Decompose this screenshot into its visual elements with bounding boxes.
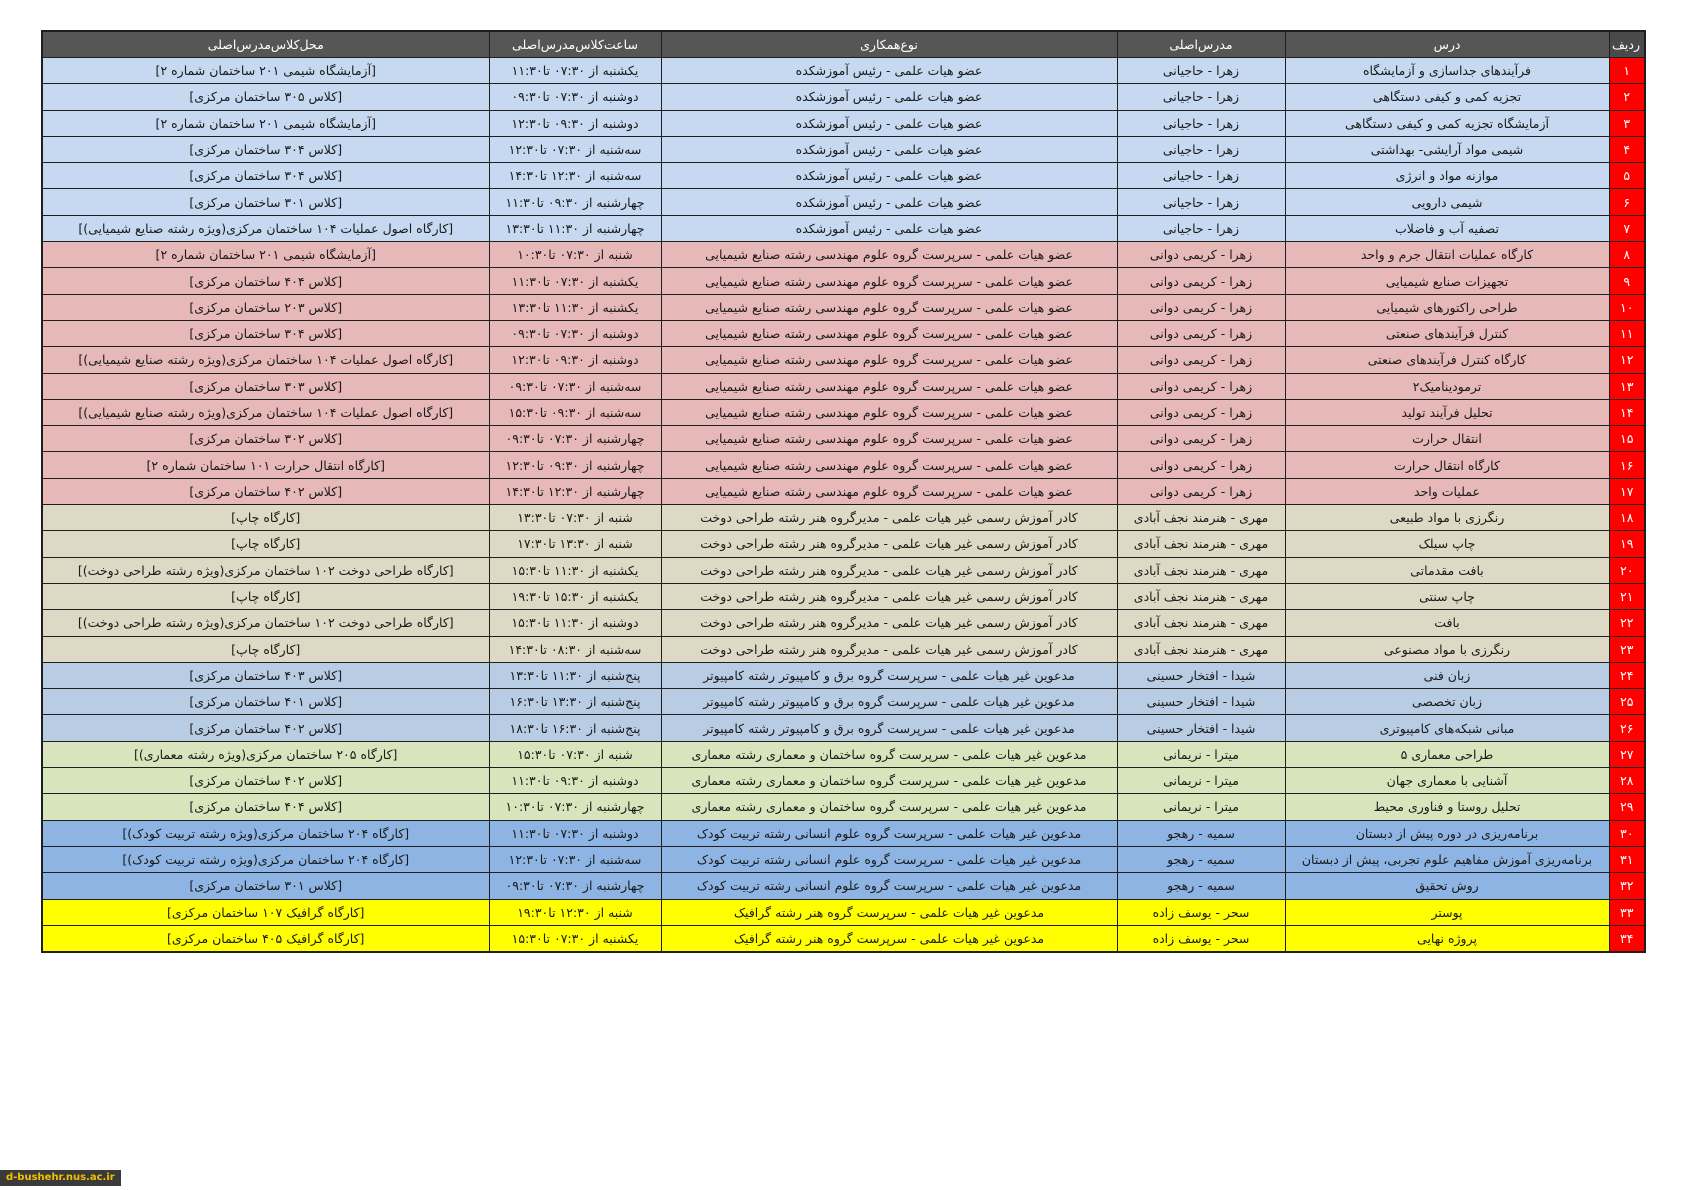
cell-time: سه‌شنبه از ۰۷:۳۰ تا۰۹:۳۰ xyxy=(489,373,661,399)
cell-cooperation: عضو هیات علمی - سرپرست گروه علوم مهندسی رشته صنایع شیمیایی xyxy=(661,399,1117,425)
cell-time: چهارشنبه از ۱۲:۳۰ تا۱۴:۳۰ xyxy=(489,478,661,504)
table-row xyxy=(42,215,1645,241)
table-row xyxy=(42,320,1645,346)
table-row xyxy=(42,505,1645,531)
cell-row-number: ۱۷ xyxy=(1609,478,1645,504)
cell-cooperation: عضو هیات علمی - سرپرست گروه علوم مهندسی رشته صنایع شیمیایی xyxy=(661,426,1117,452)
cell-course: بافت xyxy=(1285,610,1609,636)
cell-time: پنج‌شنبه از ۱۶:۳۰ تا۱۸:۳۰ xyxy=(489,715,661,741)
cell-row-number: ۲۲ xyxy=(1609,610,1645,636)
cell-location: [کلاس ۴۰۴ ساختمان مرکزی] xyxy=(42,794,489,820)
schedule-table xyxy=(41,30,1646,953)
cell-time: یکشنبه از ۱۱:۳۰ تا۱۵:۳۰ xyxy=(489,557,661,583)
cell-course: پوستر xyxy=(1285,899,1609,925)
cell-course: انتقال حرارت xyxy=(1285,426,1609,452)
cell-course: موازنه مواد و انرژی xyxy=(1285,163,1609,189)
cell-time: دوشنبه از ۰۹:۳۰ تا۱۲:۳۰ xyxy=(489,347,661,373)
cell-location: [کارگاه انتقال حرارت ۱۰۱ ساختمان شماره ۲] xyxy=(42,452,489,478)
cell-cooperation: عضو هیات علمی - رئیس آموزشکده xyxy=(661,58,1117,84)
cell-location: [کارگاه گرافیک ۱۰۷ ساختمان مرکزی] xyxy=(42,899,489,925)
cell-course: کارگاه عملیات انتقال جرم و واحد xyxy=(1285,242,1609,268)
cell-cooperation: عضو هیات علمی - رئیس آموزشکده xyxy=(661,84,1117,110)
cell-course: چاپ سنتی xyxy=(1285,583,1609,609)
cell-time: دوشنبه از ۰۷:۳۰ تا۱۱:۳۰ xyxy=(489,820,661,846)
cell-row-number: ۳۳ xyxy=(1609,899,1645,925)
cell-time: سه‌شنبه از ۰۹:۳۰ تا۱۵:۳۰ xyxy=(489,399,661,425)
cell-cooperation: عضو هیات علمی - سرپرست گروه علوم مهندسی رشته صنایع شیمیایی xyxy=(661,452,1117,478)
table-row xyxy=(42,610,1645,636)
cell-course: عملیات واحد xyxy=(1285,478,1609,504)
cell-course: رنگرزی با مواد طبیعی xyxy=(1285,505,1609,531)
cell-time: دوشنبه از ۰۹:۳۰ تا۱۱:۳۰ xyxy=(489,768,661,794)
cell-time: یکشنبه از ۰۷:۳۰ تا۱۱:۳۰ xyxy=(489,268,661,294)
cell-time: یکشنبه از ۰۷:۳۰ تا۱۱:۳۰ xyxy=(489,58,661,84)
cell-row-number: ۲۷ xyxy=(1609,741,1645,767)
cell-location: [کلاس ۳۰۳ ساختمان مرکزی] xyxy=(42,373,489,399)
cell-location: [کلاس ۳۰۲ ساختمان مرکزی] xyxy=(42,426,489,452)
cell-location: [کلاس ۴۰۴ ساختمان مرکزی] xyxy=(42,268,489,294)
table-row xyxy=(42,58,1645,84)
cell-instructor: سمیه - رهجو xyxy=(1117,873,1285,899)
cell-course: تجزیه کمی و کیفی دستگاهی xyxy=(1285,84,1609,110)
cell-cooperation: کادر آموزش رسمی غیر هیات علمی - مدیرگروه هنر رشته طراحی دوخت xyxy=(661,610,1117,636)
cell-time: شنبه از ۱۳:۳۰ تا۱۷:۳۰ xyxy=(489,531,661,557)
table-row xyxy=(42,741,1645,767)
header-location: محل‌کلاس‌مدرس‌اصلی xyxy=(42,31,489,58)
cell-row-number: ۱۶ xyxy=(1609,452,1645,478)
cell-time: یکشنبه از ۰۷:۳۰ تا۱۵:۳۰ xyxy=(489,925,661,952)
header-cooperation: نوع‌همکاری xyxy=(661,31,1117,58)
schedule-rows xyxy=(42,58,1645,953)
cell-course: ترمودینامیک۲ xyxy=(1285,373,1609,399)
cell-cooperation: مدعوین غیر هیات علمی - سرپرست گروه هنر رشته گرافیک xyxy=(661,925,1117,952)
header-row-number: ردیف xyxy=(1609,31,1645,58)
cell-time: شنبه از ۰۷:۳۰ تا۱۳:۳۰ xyxy=(489,505,661,531)
cell-instructor: شیدا - افتخار حسینی xyxy=(1117,662,1285,688)
cell-instructor: مهری - هنرمند نجف آبادی xyxy=(1117,505,1285,531)
cell-course: زبان فنی xyxy=(1285,662,1609,688)
cell-row-number: ۱۲ xyxy=(1609,347,1645,373)
cell-cooperation: عضو هیات علمی - سرپرست گروه علوم مهندسی رشته صنایع شیمیایی xyxy=(661,294,1117,320)
cell-time: چهارشنبه از ۰۹:۳۰ تا۱۲:۳۰ xyxy=(489,452,661,478)
cell-location: [کارگاه چاپ] xyxy=(42,505,489,531)
cell-time: دوشنبه از ۰۹:۳۰ تا۱۲:۳۰ xyxy=(489,110,661,136)
cell-time: سه‌شنبه از ۰۸:۳۰ تا۱۴:۳۰ xyxy=(489,636,661,662)
cell-cooperation: مدعوین غیر هیات علمی - سرپرست گروه علوم انسانی رشته تربیت کودک xyxy=(661,846,1117,872)
cell-cooperation: عضو هیات علمی - رئیس آموزشکده xyxy=(661,163,1117,189)
table-row xyxy=(42,636,1645,662)
cell-course: پروژه نهایی xyxy=(1285,925,1609,952)
cell-cooperation: عضو هیات علمی - سرپرست گروه علوم مهندسی رشته صنایع شیمیایی xyxy=(661,242,1117,268)
cell-row-number: ۱۸ xyxy=(1609,505,1645,531)
cell-time: چهارشنبه از ۰۷:۳۰ تا۰۹:۳۰ xyxy=(489,426,661,452)
table-row xyxy=(42,373,1645,399)
cell-row-number: ۷ xyxy=(1609,215,1645,241)
cell-course: شیمی دارویی xyxy=(1285,189,1609,215)
table-row xyxy=(42,294,1645,320)
cell-location: [کلاس ۳۰۱ ساختمان مرکزی] xyxy=(42,189,489,215)
cell-location: [کارگاه طراحی دوخت ۱۰۲ ساختمان مرکزی(ویژه رشته طراحی دوخت)] xyxy=(42,557,489,583)
cell-instructor: میترا - نریمانی xyxy=(1117,768,1285,794)
cell-cooperation: مدعوین غیر هیات علمی - سرپرست گروه هنر رشته گرافیک xyxy=(661,899,1117,925)
cell-location: [آزمایشگاه شیمی ۲۰۱ ساختمان شماره ۲] xyxy=(42,58,489,84)
cell-time: چهارشنبه از ۰۷:۳۰ تا۰۹:۳۰ xyxy=(489,873,661,899)
cell-row-number: ۳۱ xyxy=(1609,846,1645,872)
cell-row-number: ۱۳ xyxy=(1609,373,1645,399)
cell-instructor: مهری - هنرمند نجف آبادی xyxy=(1117,583,1285,609)
cell-time: سه‌شنبه از ۰۷:۳۰ تا۱۲:۳۰ xyxy=(489,846,661,872)
cell-location: [کلاس ۴۰۲ ساختمان مرکزی] xyxy=(42,768,489,794)
cell-cooperation: مدعوین غیر هیات علمی - سرپرست گروه ساختمان و معماری رشته معماری xyxy=(661,741,1117,767)
cell-course: شیمی مواد آرایشی- بهداشتی xyxy=(1285,136,1609,162)
header-time: ساعت‌کلاس‌مدرس‌اصلی xyxy=(489,31,661,58)
cell-course: تحلیل فرآیند تولید xyxy=(1285,399,1609,425)
header-course: درس xyxy=(1285,31,1609,58)
cell-time: چهارشنبه از ۰۷:۳۰ تا۱۰:۳۰ xyxy=(489,794,661,820)
cell-instructor: زهرا - کریمی دوانی xyxy=(1117,399,1285,425)
cell-row-number: ۱۹ xyxy=(1609,531,1645,557)
cell-row-number: ۲۶ xyxy=(1609,715,1645,741)
cell-instructor: زهرا - حاجیانی xyxy=(1117,84,1285,110)
table-row xyxy=(42,899,1645,925)
cell-instructor: زهرا - کریمی دوانی xyxy=(1117,478,1285,504)
cell-course: طراحی معماری ۵ xyxy=(1285,741,1609,767)
cell-location: [آزمایشگاه شیمی ۲۰۱ ساختمان شماره ۲] xyxy=(42,110,489,136)
cell-location: [کلاس ۳۰۴ ساختمان مرکزی] xyxy=(42,136,489,162)
cell-cooperation: عضو هیات علمی - رئیس آموزشکده xyxy=(661,189,1117,215)
cell-instructor: زهرا - حاجیانی xyxy=(1117,136,1285,162)
table-row xyxy=(42,426,1645,452)
cell-row-number: ۲ xyxy=(1609,84,1645,110)
table-row xyxy=(42,163,1645,189)
cell-time: دوشنبه از ۱۱:۳۰ تا۱۵:۳۰ xyxy=(489,610,661,636)
cell-row-number: ۱۰ xyxy=(1609,294,1645,320)
cell-instructor: زهرا - کریمی دوانی xyxy=(1117,242,1285,268)
table-row xyxy=(42,925,1645,952)
cell-location: [کلاس ۴۰۳ ساختمان مرکزی] xyxy=(42,662,489,688)
cell-row-number: ۳۲ xyxy=(1609,873,1645,899)
cell-instructor: زهرا - حاجیانی xyxy=(1117,215,1285,241)
cell-location: [کارگاه گرافیک ۴۰۵ ساختمان مرکزی] xyxy=(42,925,489,952)
cell-row-number: ۳۴ xyxy=(1609,925,1645,952)
cell-row-number: ۱۱ xyxy=(1609,320,1645,346)
table-row xyxy=(42,846,1645,872)
cell-cooperation: عضو هیات علمی - سرپرست گروه علوم مهندسی رشته صنایع شیمیایی xyxy=(661,373,1117,399)
cell-location: [کلاس ۲۰۳ ساختمان مرکزی] xyxy=(42,294,489,320)
cell-instructor: سمیه - رهجو xyxy=(1117,820,1285,846)
cell-instructor: سحر - یوسف زاده xyxy=(1117,925,1285,952)
cell-cooperation: کادر آموزش رسمی غیر هیات علمی - مدیرگروه هنر رشته طراحی دوخت xyxy=(661,636,1117,662)
cell-instructor: زهرا - کریمی دوانی xyxy=(1117,452,1285,478)
cell-location: [کلاس ۴۰۲ ساختمان مرکزی] xyxy=(42,478,489,504)
cell-row-number: ۱۵ xyxy=(1609,426,1645,452)
cell-row-number: ۲۰ xyxy=(1609,557,1645,583)
cell-cooperation: کادر آموزش رسمی غیر هیات علمی - مدیرگروه هنر رشته طراحی دوخت xyxy=(661,583,1117,609)
cell-time: سه‌شنبه از ۰۷:۳۰ تا۱۲:۳۰ xyxy=(489,136,661,162)
cell-cooperation: عضو هیات علمی - سرپرست گروه علوم مهندسی رشته صنایع شیمیایی xyxy=(661,478,1117,504)
cell-time: دوشنبه از ۰۷:۳۰ تا۰۹:۳۰ xyxy=(489,84,661,110)
cell-cooperation: مدعوین غیر هیات علمی - سرپرست گروه ساختمان و معماری رشته معماری xyxy=(661,794,1117,820)
cell-course: کارگاه انتقال حرارت xyxy=(1285,452,1609,478)
cell-instructor: سحر - یوسف زاده xyxy=(1117,899,1285,925)
cell-location: [کلاس ۳۰۵ ساختمان مرکزی] xyxy=(42,84,489,110)
cell-time: پنج‌شنبه از ۱۱:۳۰ تا۱۳:۳۰ xyxy=(489,662,661,688)
cell-course: طراحی راکتورهای شیمیایی xyxy=(1285,294,1609,320)
cell-location: [کارگاه چاپ] xyxy=(42,636,489,662)
cell-row-number: ۳ xyxy=(1609,110,1645,136)
table-row xyxy=(42,820,1645,846)
cell-time: چهارشنبه از ۱۱:۳۰ تا۱۳:۳۰ xyxy=(489,215,661,241)
cell-location: [کارگاه ۲۰۴ ساختمان مرکزی(ویژه رشته تربیت کودک)] xyxy=(42,820,489,846)
table-row xyxy=(42,452,1645,478)
cell-cooperation: کادر آموزش رسمی غیر هیات علمی - مدیرگروه هنر رشته طراحی دوخت xyxy=(661,505,1117,531)
table-row xyxy=(42,84,1645,110)
cell-location: [کارگاه طراحی دوخت ۱۰۲ ساختمان مرکزی(ویژه رشته طراحی دوخت)] xyxy=(42,610,489,636)
cell-course: تصفیه آب و فاضلاب xyxy=(1285,215,1609,241)
cell-row-number: ۵ xyxy=(1609,163,1645,189)
cell-time: یکشنبه از ۱۱:۳۰ تا۱۳:۳۰ xyxy=(489,294,661,320)
table-row xyxy=(42,189,1645,215)
cell-course: تجهیزات صنایع شیمیایی xyxy=(1285,268,1609,294)
cell-time: شنبه از ۱۲:۳۰ تا۱۹:۳۰ xyxy=(489,899,661,925)
cell-row-number: ۹ xyxy=(1609,268,1645,294)
cell-course: آشنایی با معماری جهان xyxy=(1285,768,1609,794)
table-row xyxy=(42,478,1645,504)
cell-location: [کلاس ۴۰۲ ساختمان مرکزی] xyxy=(42,715,489,741)
cell-instructor: زهرا - حاجیانی xyxy=(1117,110,1285,136)
cell-cooperation: عضو هیات علمی - سرپرست گروه علوم مهندسی رشته صنایع شیمیایی xyxy=(661,320,1117,346)
cell-course: برنامه‌ریزی آموزش مفاهیم علوم تجربی، پیش از دبستان xyxy=(1285,846,1609,872)
cell-row-number: ۸ xyxy=(1609,242,1645,268)
cell-location: [کلاس ۳۰۴ ساختمان مرکزی] xyxy=(42,163,489,189)
table-row xyxy=(42,794,1645,820)
cell-row-number: ۲۹ xyxy=(1609,794,1645,820)
cell-location: [کارگاه چاپ] xyxy=(42,583,489,609)
cell-instructor: زهرا - کریمی دوانی xyxy=(1117,347,1285,373)
cell-row-number: ۶ xyxy=(1609,189,1645,215)
cell-cooperation: کادر آموزش رسمی غیر هیات علمی - مدیرگروه هنر رشته طراحی دوخت xyxy=(661,531,1117,557)
cell-time: چهارشنبه از ۰۹:۳۰ تا۱۱:۳۰ xyxy=(489,189,661,215)
cell-cooperation: عضو هیات علمی - رئیس آموزشکده xyxy=(661,136,1117,162)
cell-instructor: زهرا - کریمی دوانی xyxy=(1117,320,1285,346)
cell-row-number: ۳۰ xyxy=(1609,820,1645,846)
cell-course: برنامه‌ریزی در دوره پیش از دبستان xyxy=(1285,820,1609,846)
cell-course: تحلیل روستا و فناوری محیط xyxy=(1285,794,1609,820)
cell-cooperation: مدعوین غیر هیات علمی - سرپرست گروه برق و کامپیوتر رشته کامپیوتر xyxy=(661,715,1117,741)
cell-cooperation: مدعوین غیر هیات علمی - سرپرست گروه برق و کامپیوتر رشته کامپیوتر xyxy=(661,689,1117,715)
header-instructor: مدرس‌اصلی xyxy=(1117,31,1285,58)
cell-location: [کارگاه ۲۰۵ ساختمان مرکزی(ویژه رشته معماری)] xyxy=(42,741,489,767)
cell-time: دوشنبه از ۰۷:۳۰ تا۰۹:۳۰ xyxy=(489,320,661,346)
cell-time: سه‌شنبه از ۱۲:۳۰ تا۱۴:۳۰ xyxy=(489,163,661,189)
table-row xyxy=(42,347,1645,373)
table-row xyxy=(42,873,1645,899)
table-row xyxy=(42,110,1645,136)
cell-course: فرآیندهای جداسازی و آزمایشگاه xyxy=(1285,58,1609,84)
table-row xyxy=(42,662,1645,688)
cell-instructor: زهرا - کریمی دوانی xyxy=(1117,426,1285,452)
cell-location: [کارگاه اصول عملیات ۱۰۴ ساختمان مرکزی(ویژه رشته صنایع شیمیایی)] xyxy=(42,399,489,425)
header-row xyxy=(42,31,1645,58)
cell-location: [آزمایشگاه شیمی ۲۰۱ ساختمان شماره ۲] xyxy=(42,242,489,268)
cell-row-number: ۱۴ xyxy=(1609,399,1645,425)
cell-instructor: مهری - هنرمند نجف آبادی xyxy=(1117,557,1285,583)
cell-location: [کارگاه ۲۰۴ ساختمان مرکزی(ویژه رشته تربیت کودک)] xyxy=(42,846,489,872)
cell-instructor: میترا - نریمانی xyxy=(1117,741,1285,767)
cell-row-number: ۲۸ xyxy=(1609,768,1645,794)
cell-row-number: ۲۱ xyxy=(1609,583,1645,609)
cell-instructor: مهری - هنرمند نجف آبادی xyxy=(1117,636,1285,662)
cell-row-number: ۴ xyxy=(1609,136,1645,162)
cell-course: بافت مقدماتی xyxy=(1285,557,1609,583)
cell-course: رنگرزی با مواد مصنوعی xyxy=(1285,636,1609,662)
cell-instructor: زهرا - حاجیانی xyxy=(1117,58,1285,84)
cell-course: چاپ سیلک xyxy=(1285,531,1609,557)
cell-cooperation: مدعوین غیر هیات علمی - سرپرست گروه ساختمان و معماری رشته معماری xyxy=(661,768,1117,794)
cell-instructor: زهرا - کریمی دوانی xyxy=(1117,294,1285,320)
cell-course: آزمایشگاه تجزیه کمی و کیفی دستگاهی xyxy=(1285,110,1609,136)
table-row xyxy=(42,136,1645,162)
cell-row-number: ۲۴ xyxy=(1609,662,1645,688)
cell-row-number: ۲۳ xyxy=(1609,636,1645,662)
cell-cooperation: عضو هیات علمی - رئیس آموزشکده xyxy=(661,215,1117,241)
cell-time: شنبه از ۰۷:۳۰ تا۱۰:۳۰ xyxy=(489,242,661,268)
cell-instructor: مهری - هنرمند نجف آبادی xyxy=(1117,610,1285,636)
cell-location: [کارگاه اصول عملیات ۱۰۴ ساختمان مرکزی(ویژه رشته صنایع شیمیایی)] xyxy=(42,347,489,373)
site-watermark: d-bushehr.nus.ac.ir xyxy=(0,1170,121,1186)
cell-instructor: مهری - هنرمند نجف آبادی xyxy=(1117,531,1285,557)
cell-time: پنج‌شنبه از ۱۳:۳۰ تا۱۶:۳۰ xyxy=(489,689,661,715)
cell-row-number: ۲۵ xyxy=(1609,689,1645,715)
cell-cooperation: مدعوین غیر هیات علمی - سرپرست گروه برق و کامپیوتر رشته کامپیوتر xyxy=(661,662,1117,688)
cell-time: یکشنبه از ۱۵:۳۰ تا۱۹:۳۰ xyxy=(489,583,661,609)
cell-cooperation: کادر آموزش رسمی غیر هیات علمی - مدیرگروه هنر رشته طراحی دوخت xyxy=(661,557,1117,583)
cell-instructor: زهرا - کریمی دوانی xyxy=(1117,373,1285,399)
cell-cooperation: عضو هیات علمی - سرپرست گروه علوم مهندسی رشته صنایع شیمیایی xyxy=(661,347,1117,373)
cell-location: [کلاس ۳۰۱ ساختمان مرکزی] xyxy=(42,873,489,899)
cell-location: [کلاس ۳۰۴ ساختمان مرکزی] xyxy=(42,320,489,346)
table-row xyxy=(42,531,1645,557)
cell-course: کارگاه کنترل فرآیندهای صنعتی xyxy=(1285,347,1609,373)
cell-instructor: زهرا - حاجیانی xyxy=(1117,189,1285,215)
table-row xyxy=(42,768,1645,794)
table-row xyxy=(42,715,1645,741)
cell-course: روش تحقیق xyxy=(1285,873,1609,899)
cell-course: کنترل فرآیندهای صنعتی xyxy=(1285,320,1609,346)
table-row xyxy=(42,399,1645,425)
cell-time: شنبه از ۰۷:۳۰ تا۱۵:۳۰ xyxy=(489,741,661,767)
cell-instructor: زهرا - حاجیانی xyxy=(1117,163,1285,189)
table-row xyxy=(42,557,1645,583)
table-row xyxy=(42,242,1645,268)
cell-row-number: ۱ xyxy=(1609,58,1645,84)
cell-instructor: شیدا - افتخار حسینی xyxy=(1117,689,1285,715)
cell-instructor: زهرا - کریمی دوانی xyxy=(1117,268,1285,294)
table-row xyxy=(42,583,1645,609)
cell-cooperation: مدعوین غیر هیات علمی - سرپرست گروه علوم انسانی رشته تربیت کودک xyxy=(661,873,1117,899)
cell-course: زبان تخصصی xyxy=(1285,689,1609,715)
cell-instructor: شیدا - افتخار حسینی xyxy=(1117,715,1285,741)
cell-location: [کلاس ۴۰۱ ساختمان مرکزی] xyxy=(42,689,489,715)
table-row xyxy=(42,268,1645,294)
cell-location: [کارگاه اصول عملیات ۱۰۴ ساختمان مرکزی(ویژه رشته صنایع شیمیایی)] xyxy=(42,215,489,241)
cell-course: مبانی شبکه‌های کامپیوتری xyxy=(1285,715,1609,741)
cell-cooperation: مدعوین غیر هیات علمی - سرپرست گروه علوم انسانی رشته تربیت کودک xyxy=(661,820,1117,846)
table-row xyxy=(42,689,1645,715)
cell-instructor: میترا - نریمانی xyxy=(1117,794,1285,820)
cell-instructor: سمیه - رهجو xyxy=(1117,846,1285,872)
cell-location: [کارگاه چاپ] xyxy=(42,531,489,557)
cell-cooperation: عضو هیات علمی - سرپرست گروه علوم مهندسی رشته صنایع شیمیایی xyxy=(661,268,1117,294)
cell-cooperation: عضو هیات علمی - رئیس آموزشکده xyxy=(661,110,1117,136)
